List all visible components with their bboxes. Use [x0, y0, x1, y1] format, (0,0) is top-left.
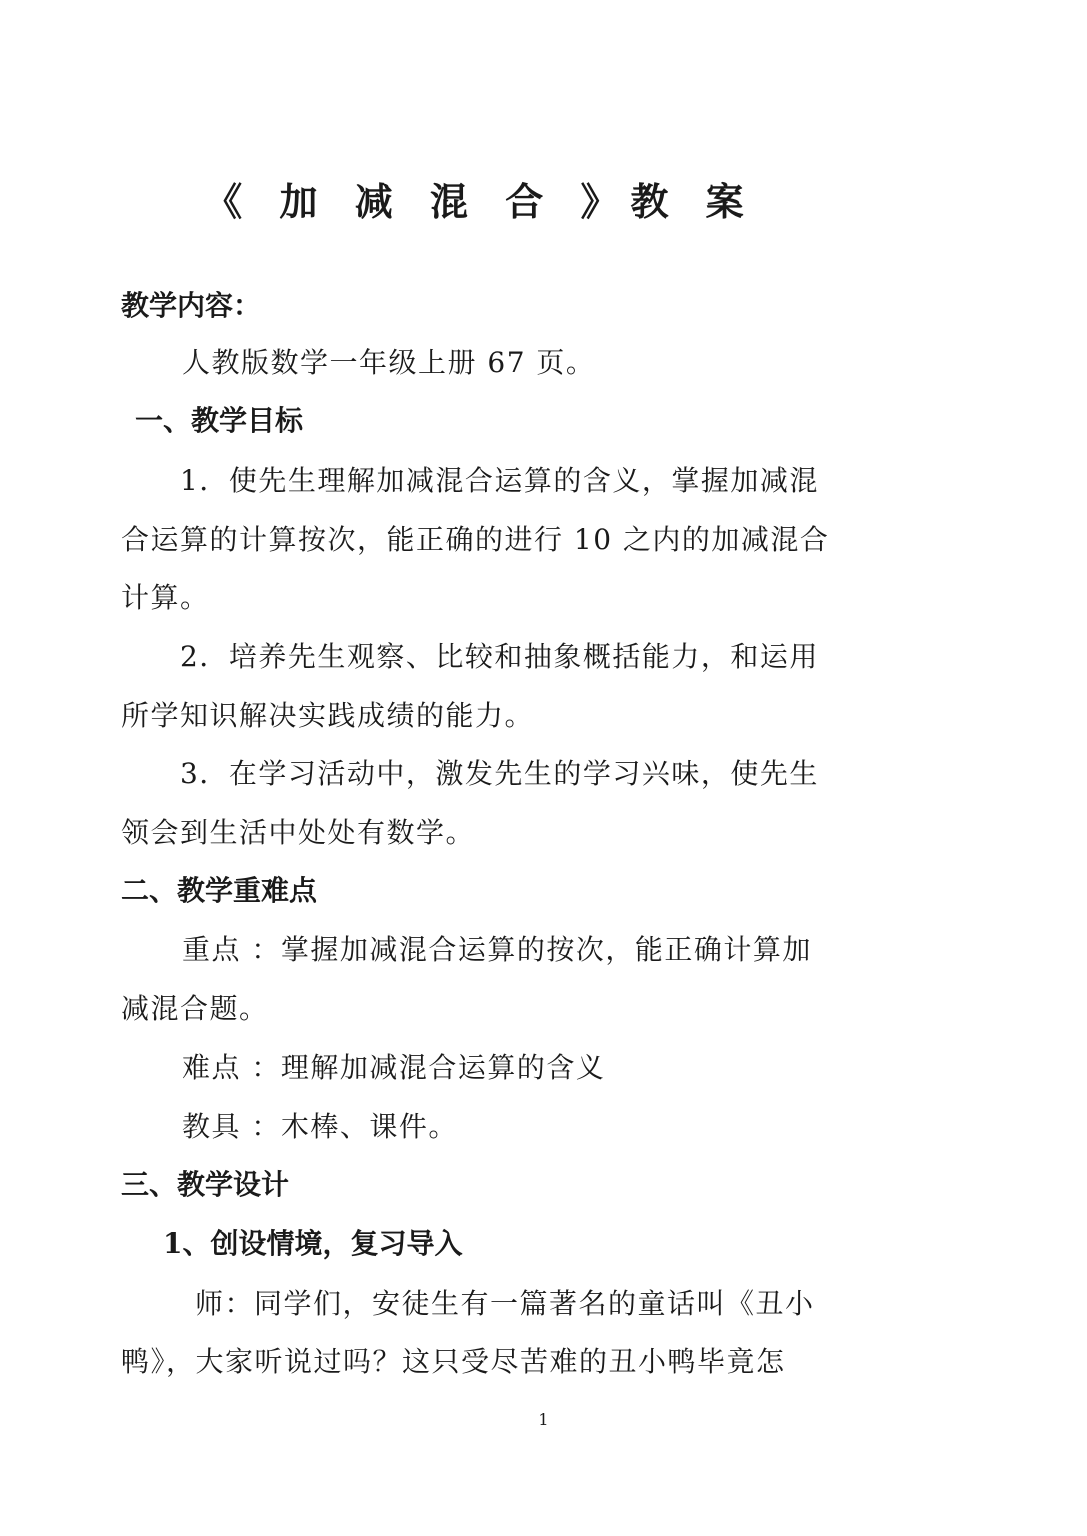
- paragraph-line: 2．培养先生观察、比较和抽象概括能力，和运用: [180, 640, 819, 673]
- paragraph-line: 1．使先生理解加减混合运算的含义，掌握加减混: [180, 464, 819, 497]
- paragraph-line: 鸭》，大家听说过吗？这只受尽苦难的丑小鸭毕竟怎: [121, 1345, 786, 1378]
- paragraph-line: 合运算的计算按次，能正确的进行 10 之内的加减混合: [121, 523, 830, 556]
- paragraph-line: 减混合题。: [121, 992, 269, 1025]
- page-title: 《 加 减 混 合 》教 案: [204, 179, 756, 224]
- paragraph-line: 所学知识解决实践成绩的能力。: [121, 699, 535, 732]
- section-heading-key-points: 二、教学重难点: [121, 874, 318, 907]
- paragraph-line: 教具 ：木棒、课件。: [182, 1110, 458, 1143]
- paragraph-line: 人教版数学一年级上册 67 页。: [182, 346, 596, 379]
- section-heading-objectives: 一、教学目标: [135, 404, 304, 437]
- paragraph-line: 3．在学习活动中，激发先生的学习兴味，使先生: [180, 757, 819, 790]
- subsection-heading: 1、创设情境，复习导入: [163, 1227, 463, 1260]
- section-heading-design: 三、教学设计: [121, 1168, 290, 1201]
- paragraph-line: 难点 ：理解加减混合运算的含义: [182, 1051, 606, 1084]
- paragraph-line: 师：同学们，安徒生有一篇著名的童话叫《丑小: [195, 1287, 815, 1320]
- section-heading-content: 教学内容：: [121, 289, 262, 322]
- paragraph-line: 重点 ：掌握加减混合运算的按次，能正确计算加: [182, 933, 812, 966]
- paragraph-line: 领会到生活中处处有数学。: [121, 816, 476, 849]
- page-number: 1: [538, 1410, 549, 1429]
- paragraph-line: 计算。: [121, 581, 210, 614]
